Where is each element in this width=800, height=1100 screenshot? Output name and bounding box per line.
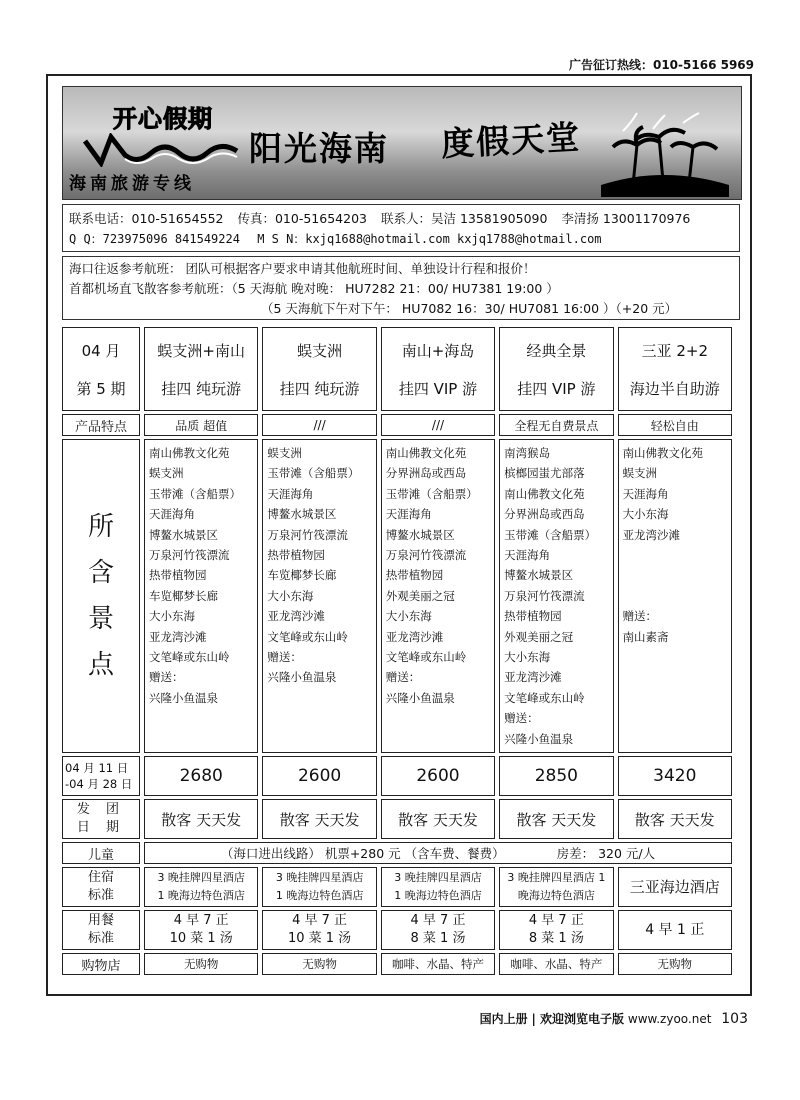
- spot-item: 车览椰梦长廊: [267, 568, 337, 583]
- departure-label-2: 日 期: [76, 820, 126, 836]
- child-note: （海口进出线路） 机票+280 元 （含车费、餐费）: [220, 846, 505, 862]
- spot-item: 博鳌水城景区: [149, 527, 218, 542]
- contact-person-2: 李清扬 13001170976: [561, 211, 691, 226]
- itinerary-table: [58, 324, 736, 978]
- hotel-line: 晚海边特色酒店: [517, 889, 595, 903]
- flight-line-3: （5 天海航下午对下午： HU7082 16：30/ HU7081 16:00 ）（+20 元）: [261, 301, 678, 316]
- spot-item: 亚龙湾沙滩: [385, 629, 444, 644]
- shopping-label: 购物店: [62, 953, 140, 975]
- feature-cell: 品质 超值: [144, 414, 258, 436]
- meal-cell: [618, 910, 732, 950]
- spot-item: 南山佛教文化苑: [504, 486, 585, 501]
- spot-item: 大小东海: [267, 588, 314, 603]
- spots-cell: [262, 439, 376, 753]
- meal-cell: [499, 910, 613, 950]
- room-diff: 房差： 320 元/人: [556, 846, 656, 862]
- package-name: 经典全景: [526, 341, 587, 360]
- hotel-label: [62, 867, 140, 907]
- logo-subtitle: 海南旅游专线: [69, 174, 195, 194]
- spot-item: 大小东海: [504, 650, 551, 665]
- feature-cell: ///: [381, 414, 495, 436]
- spot-item: 玉带滩（含船票）: [267, 466, 360, 481]
- departure-cell: 散客 天天发: [381, 799, 495, 839]
- package-name: 三亚 2+2: [641, 341, 708, 360]
- flight-line-1: 海口往返参考航班： 团队可根据客户要求申请其他航班时间、单独设计行程和报价！: [69, 261, 536, 276]
- spot-item: 亚龙湾沙滩: [504, 670, 562, 685]
- spot-item: 万泉河竹筏漂流: [149, 548, 230, 563]
- package-type: 挂四 纯玩游: [161, 379, 242, 398]
- spot-item: 博鳌水城景区: [385, 527, 455, 542]
- price-cell: 2850: [499, 756, 613, 796]
- spot-item: 南湾猴岛: [504, 446, 551, 460]
- package-cell: [262, 327, 376, 411]
- hotel-line: 3 晚挂牌四星酒店 1: [507, 871, 606, 885]
- spot-item: 赠送：: [622, 609, 658, 624]
- spot-item: [623, 545, 727, 565]
- date-end: -04 月 28 日: [65, 777, 133, 792]
- meal-line: 4 早 7 正: [173, 913, 229, 929]
- hotel-line: 1 晚海边特色酒店: [157, 889, 245, 903]
- spot-item: 蜈支洲: [149, 466, 184, 481]
- logo: [73, 93, 243, 165]
- meal-line: 10 菜 1 汤: [287, 931, 352, 947]
- package-name: 蜈支洲: [297, 341, 343, 360]
- spot-item: 天涯海角: [504, 548, 551, 563]
- banner: [62, 86, 742, 200]
- meal-label-1: 用餐: [87, 913, 114, 929]
- package-type: 挂四 纯玩游: [279, 379, 360, 398]
- page-frame: [46, 74, 752, 996]
- issue: 第 5 期: [76, 379, 126, 398]
- hotel-line: 3 晚挂牌四星酒店: [157, 871, 245, 885]
- departure-cell: 散客 天天发: [144, 799, 258, 839]
- spots-label-char: 点: [87, 650, 114, 681]
- meal-line: 4 早 7 正: [410, 913, 466, 929]
- package-type: 挂四 VIP 游: [517, 379, 596, 398]
- spots-cell: [499, 439, 613, 753]
- hotel-cell: [144, 867, 258, 907]
- fax: 传真：010-51654203: [237, 211, 367, 226]
- spots-label-char: 所: [87, 512, 114, 543]
- spot-item: 热带植物园: [149, 568, 207, 583]
- spot-item: 天涯海角: [267, 486, 314, 501]
- package-type: 海边半自助游: [629, 379, 720, 398]
- spot-item: 万泉河竹筏漂流: [385, 548, 467, 563]
- spots-label-char: 含: [87, 558, 114, 589]
- spot-item: [623, 586, 727, 606]
- palm-island-icon: [593, 101, 733, 197]
- meal-label-2: 标准: [87, 931, 114, 947]
- departure-row: [62, 799, 732, 839]
- footer-url[interactable]: www.zyoo.net: [627, 1012, 712, 1026]
- spot-item: 博鳌水城景区: [504, 568, 574, 583]
- spots-row: [62, 439, 732, 753]
- hotel-cell: [499, 867, 613, 907]
- shopping-cell: 无购物: [618, 953, 732, 975]
- price-cell: 3420: [618, 756, 732, 796]
- spot-item: 蜈支洲: [622, 466, 658, 481]
- price-cell: 2600: [381, 756, 495, 796]
- spots-label: [62, 439, 140, 753]
- spot-item: 赠送：: [385, 670, 421, 685]
- spots-cell: [618, 439, 732, 753]
- shopping-row: [62, 953, 732, 975]
- issue-cell: [62, 327, 140, 411]
- departure-cell: 散客 天天发: [618, 799, 732, 839]
- meal-line: 8 菜 1 汤: [528, 931, 584, 947]
- flight-line-2: 首都机场直飞散客参考航班：（5 天海航 晚对晚： HU7282 21：00/ HU7381 19:00 ）: [69, 281, 559, 296]
- spots-cell: [144, 439, 258, 753]
- month: 04 月: [81, 341, 121, 360]
- hotel-label-2: 标准: [87, 888, 114, 904]
- price-cell: 2600: [262, 756, 376, 796]
- spot-item: 玉带滩（含船票）: [504, 527, 597, 542]
- package-cell: [381, 327, 495, 411]
- feature-cell: 全程无自费景点: [499, 414, 613, 436]
- spot-item: 赠送：: [149, 670, 184, 685]
- package-cell: [499, 327, 613, 411]
- meal-cell: [144, 910, 258, 950]
- meal-label: [62, 910, 140, 950]
- logo-text: 开心假期: [113, 105, 213, 133]
- ad-hotline: 广告征订热线：010-5166 5969: [568, 58, 754, 72]
- package-name: 蜈支洲+南山: [157, 341, 245, 360]
- spot-item: 南山佛教文化苑: [149, 446, 230, 460]
- spot-item: 亚龙湾沙滩: [622, 527, 681, 542]
- spot-item: 车览椰梦长廊: [149, 588, 218, 603]
- child-label: 儿童: [62, 842, 140, 864]
- hotel-cell: [618, 867, 732, 907]
- spots-label-char: 景: [87, 604, 114, 635]
- flight-info: [62, 256, 740, 320]
- spot-item: 文笔峰或东山岭: [267, 629, 348, 644]
- meal-cell: [381, 910, 495, 950]
- feature-cell: 轻松自由: [618, 414, 732, 436]
- spots-cell: [381, 439, 495, 753]
- phone: 联系电话：010-51654552: [69, 211, 224, 226]
- price-row: [62, 756, 732, 796]
- footer-welcome: 欢迎浏览电子版: [540, 1012, 625, 1026]
- meal-cell: [262, 910, 376, 950]
- spot-item: 蜈支洲: [267, 446, 302, 460]
- departure-cell: 散客 天天发: [262, 799, 376, 839]
- spot-item: 分界洲岛或西岛: [504, 507, 585, 522]
- spot-item: 赠送：: [267, 650, 302, 665]
- spot-item: 博鳌水城景区: [267, 507, 337, 522]
- spot-item: 兴隆小鱼温泉: [504, 731, 574, 746]
- meal-line: 4 早 7 正: [528, 913, 584, 929]
- hotel-line: 三亚海边酒店: [629, 878, 720, 897]
- spot-item: 亚龙湾沙滩: [149, 629, 207, 644]
- date-range: [62, 756, 140, 796]
- footer-section: 国内上册: [479, 1012, 528, 1026]
- spot-item: 大小东海: [385, 609, 432, 624]
- departure-label: [62, 799, 140, 839]
- child-note-cell: [144, 842, 732, 864]
- qq: Q Q：723975096 841549224: [69, 232, 240, 246]
- spot-item: 天涯海角: [622, 486, 669, 501]
- spot-item: 天涯海角: [149, 507, 195, 522]
- meal-line: 10 菜 1 汤: [169, 931, 233, 947]
- spot-item: 文笔峰或东山岭: [504, 690, 585, 705]
- msn: M S N：kxjq1688@hotmail.com kxjq1788@hotmail.com: [257, 232, 602, 246]
- meal-row: [62, 910, 732, 950]
- hotel-label-1: 住宿: [87, 870, 114, 886]
- hotel-row: [62, 867, 732, 907]
- hotel-line: 1 晚海边特色酒店: [275, 889, 364, 903]
- spot-item: 玉带滩（含船票）: [149, 486, 241, 501]
- package-name: 南山+海岛: [401, 341, 475, 360]
- hotel-cell: [262, 867, 376, 907]
- package-cell: [144, 327, 258, 411]
- spot-item: 南山佛教文化苑: [385, 446, 467, 460]
- spot-item: 赠送：: [504, 711, 539, 726]
- hotel-line: 3 晚挂牌四星酒店: [394, 871, 482, 885]
- spot-item: 外观美丽之冠: [385, 588, 455, 603]
- price-cell: 2680: [144, 756, 258, 796]
- features-row: [62, 414, 732, 436]
- contact-person: 联系人：吴洁 13581905090: [380, 211, 548, 226]
- spot-item: 热带植物园: [385, 568, 444, 583]
- spot-item: 兴隆小鱼温泉: [385, 690, 455, 705]
- footer: 国内上册 | 欢迎浏览电子版 www.zyoo.net 103: [479, 1011, 748, 1027]
- hotel-line: 3 晚挂牌四星酒店: [275, 871, 364, 885]
- slogan-paradise: 度假天堂: [440, 117, 583, 164]
- spot-item: 分界洲岛或西岛: [385, 466, 467, 481]
- shopping-cell: 无购物: [262, 953, 376, 975]
- slogan-sunshine: 阳光海南: [249, 129, 389, 168]
- contact-info: [62, 204, 740, 252]
- meal-line: 4 早 7 正: [292, 913, 348, 929]
- feature-cell: ///: [262, 414, 376, 436]
- meal-line: 4 早 1 正: [645, 922, 705, 939]
- spot-item: 万泉河竹筏漂流: [504, 588, 585, 603]
- spot-item: 亚龙湾沙滩: [267, 609, 325, 624]
- features-label: 产品特点: [62, 414, 140, 436]
- spot-item: 兴隆小鱼温泉: [149, 690, 218, 705]
- package-header-row: [62, 327, 732, 411]
- date-start: 04 月 11 日: [65, 761, 129, 776]
- spot-item: 南山素斋: [622, 629, 669, 644]
- spot-item: 文笔峰或东山岭: [149, 650, 230, 665]
- package-cell: [618, 327, 732, 411]
- page-number: 103: [721, 1011, 748, 1027]
- spot-item: 热带植物园: [267, 548, 325, 563]
- shopping-cell: 咖啡、水晶、特产: [499, 953, 613, 975]
- shopping-cell: 咖啡、水晶、特产: [381, 953, 495, 975]
- departure-label-1: 发 团: [76, 802, 126, 818]
- spot-item: 槟榔园蚩尤部落: [504, 466, 585, 481]
- spot-item: 玉带滩（含船票）: [385, 486, 478, 501]
- spot-item: 天涯海角: [385, 507, 432, 522]
- logo-wave-icon: [81, 133, 241, 167]
- hotel-line: 1 晚海边特色酒店: [394, 889, 482, 903]
- shopping-cell: 无购物: [144, 953, 258, 975]
- spot-item: 南山佛教文化苑: [622, 446, 704, 460]
- spot-item: 大小东海: [622, 507, 669, 522]
- spot-item: 大小东海: [149, 609, 195, 624]
- hotel-cell: [381, 867, 495, 907]
- package-type: 挂四 VIP 游: [398, 379, 478, 398]
- spot-item: 文笔峰或东山岭: [385, 650, 467, 665]
- meal-line: 8 菜 1 汤: [410, 931, 466, 947]
- departure-cell: 散客 天天发: [499, 799, 613, 839]
- spot-item: 兴隆小鱼温泉: [267, 670, 337, 685]
- spot-item: 热带植物园: [504, 609, 562, 624]
- spot-item: [623, 565, 727, 585]
- spot-item: 外观美丽之冠: [504, 629, 574, 644]
- spot-item: 万泉河竹筏漂流: [267, 527, 348, 542]
- child-row: [62, 842, 732, 864]
